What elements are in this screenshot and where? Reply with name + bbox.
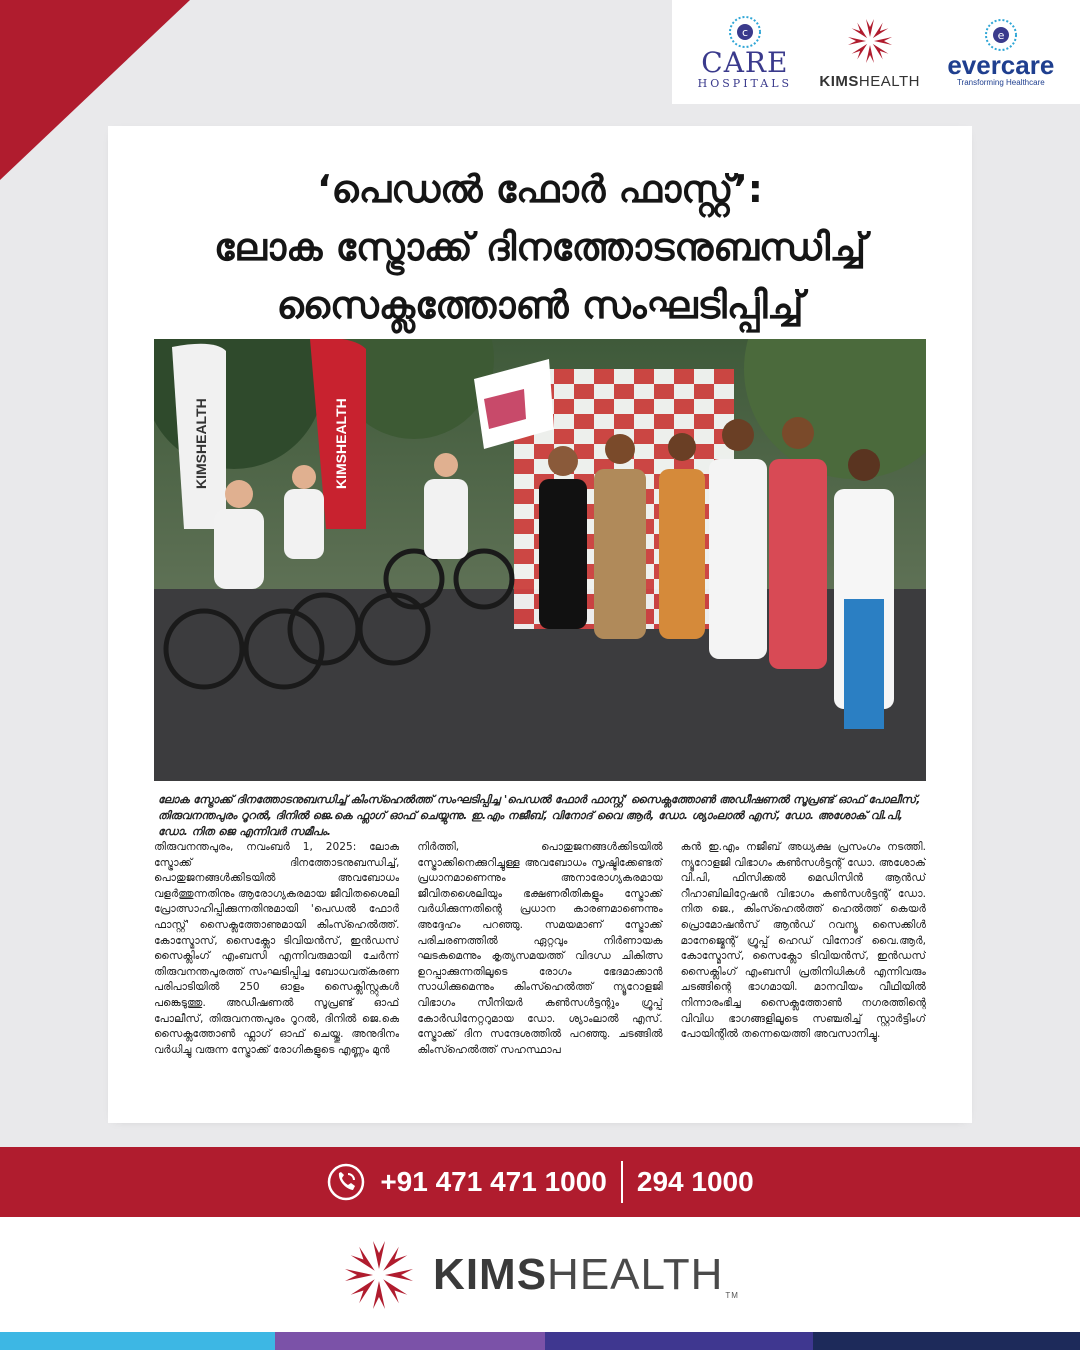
stripe-segment-4 xyxy=(813,1332,1080,1350)
article-column-2: നിർത്തി, പൊതുജനങ്ങൾക്കിടയിൽ സ്ട്രോക്കിനെക്കുറിച്ചുള്ള അവബോധം സൃഷ്ടിക്കേണ്ടത് പ്രധാനമാണെന്നും അനാരോഗ്യകരമായ ജീവിതശൈലിയും ഭക്ഷണരീതികളും സ്ട്രോക്ക് വർധിക്കുന്നതിന്റെ പ്രധാന കാരണമാണെന്നും അദ്ദേഹം പറഞ്ഞു. സമയമാണ് സ്ട്രോക്ക് പരിചരണത്തിൽ ഏറ്റവും നിർണായക ഘടകമെന്നും കൃത്യസമയത്ത് വിദഗ്ധ ചികിത്സ ഉറപ്പാക്കുന്നതിലൂടെ രോഗം ഭേദമാക്കാൻ സാധിക്കുമെന്നും കിംസ്ഹെൽത്ത് ന്യൂറോളജി വിഭാഗം സീനിയർ കൺസൾട്ടന്റും ഗ്രൂപ്പ് കോർഡിനേറ്ററുമായ ഡോ. ശ്യാംലാൽ എസ്. സ്ട്രോക്ക് ദിന സന്ദേശത്തിൽ പറഞ്ഞു. ചടങ്ങിൽ കിംസ്ഹെൽത്ത് സഹസ്ഥാപ xyxy=(417,841,663,1056)
kims-bold-text: KIMS xyxy=(819,72,859,90)
phone-number-secondary[interactable]: 294 1000 xyxy=(636,1166,754,1197)
evercare-logo: e evercare Transforming Healthcare xyxy=(947,18,1054,87)
stripe-segment-1 xyxy=(0,1332,275,1350)
kims-flower-icon xyxy=(844,15,896,67)
headline-line-2: ലോക സ്ട്രോക്ക് ദിനത്തോടനുബന്ധിച്ച് xyxy=(214,225,866,269)
footer-brand xyxy=(0,1217,1080,1332)
phone-separator xyxy=(621,1161,623,1203)
svg-text:e: e xyxy=(997,28,1005,42)
cyclathon-photo-illustration xyxy=(154,339,926,781)
evercare-emblem-icon xyxy=(984,18,1018,52)
stripe-segment-3 xyxy=(545,1332,813,1350)
headline-line-1: ‘പെഡൽ ഫോർ ഫാസ്റ്റ്’: xyxy=(317,167,763,211)
article-column-1: തിരുവനന്തപുരം, നവംബർ 1, 2025: ലോക സ്ട്രോക്ക് ദിനത്തോടനുബന്ധിച്ച്, പൊതുജനങ്ങൾക്കിടയിൽ അവബോധം വളർത്തുന്നതിനും ആരോഗ്യകരമായ ജീവിതശൈലി പ്രോത്സാഹിപ്പിക്കുന്നതിനുമായി 'പെഡൽ ഫോർ ഫാസ്റ്റ്' സൈക്ലത്തോണുമായി കിംസ്ഹെൽത്ത്. കോസ്മോസ്, സൈക്ലോ ടിവിയൻസ്, ഇൻഡസ് സൈക്ലിംഗ് എംബസി എന്നിവരുമായി ചേർന്ന് തിരുവനന്തപുരത്ത് സംഘടിപ്പിച്ച ബോധവത്കരണ പരിപാടിയിൽ 250 ഓളം സൈക്ലിസ്റ്റുകൾ പങ്കെടുത്തു. അഡീഷണൽ സൂപ്രണ്ട് ഓഫ് പോലീസ്, തിരുവനന്തപുരം റൂറൽ, ദിനിൽ ജെ.കെ സൈക്ലത്തോൺ ഫ്ലാഗ് ഓഫ് ചെയ്തു. അനുദിനം വർധിച്ചു വരുന്ന സ്ട്രോക്ക് രോഗികളുടെ എണ്ണം മുൻ xyxy=(154,841,400,1056)
phone-icon xyxy=(326,1162,366,1202)
newspaper-clipping xyxy=(114,132,966,1117)
svg-text:KIMSHEALTH: KIMSHEALTH xyxy=(333,398,349,489)
partner-logos xyxy=(672,0,1080,104)
health-text: HEALTH xyxy=(858,72,920,90)
svg-text:KIMSHEALTH: KIMSHEALTH xyxy=(193,398,209,489)
photo-caption: ലോക സ്ട്രോക്ക് ദിനത്തോടനുബന്ധിച്ച് കിംസ്ഹെൽത്ത് സംഘടിപ്പിച്ച 'പെഡൽ ഫോർ ഫാസ്റ്റ്' സൈക്ലത്തോൺ അഡീഷണൽ സൂപ്രണ്ട് ഓഫ് പോലീസ്, തിരുവനന്തപുരം റൂറൽ, ദിനിൽ ജെ.കെ ഫ്ലാഗ് ഓഫ് ചെയ്യുന്നു. ഇ.എം നജീബ്, വിനോദ് വൈ ആർ, ഡോ. ശ്യാംലാൽ എസ്, ഡോ. അശോക് വി.പി, ഡോ. നിത ജെ എന്നിവർ സമീപം. xyxy=(158,793,921,838)
article-column-3: കൻ ഇ.എം നജീബ് അധ്യക്ഷ പ്രസംഗം നടത്തി. ന്യൂറോളജി വിഭാഗം കൺസൾട്ടന്റ് ഡോ. അശോക് വി.പി, ഫിസിക്കൽ മെഡിസിൻ ആൻഡ് റീഹാബിലിറ്റേഷൻ വിഭാഗം കൺസൾട്ടന്റ് ഡോ. നിത ജെ., കിംസ്ഹെൽത്ത് ഹെൽത്ത് കെയർ പ്രൊമോഷൻസ് ആൻഡ് റവന്യൂ സൈക്കിൾ മാനേജ്മെന്റ് ഗ്രൂപ്പ് ഹെഡ് വിനോദ് വൈ.ആർ, കോസ്മോസ്, സൈക്ലോ ടിവിയൻസ്, ഇൻഡസ് സൈക്ലിംഗ് എംബസി പ്രതിനിധികൾ എന്നിവരും ചടങ്ങിന്റെ ഭാഗമായി. മാനവീയം വീഥിയിൽ നിന്നാരംഭിച്ച സൈക്ലത്തോൺ നഗരത്തിന്റെ വിവിധ ഭാഗങ്ങളിലൂടെ സഞ്ചരിച്ച് സ്റ്റാർട്ടിംഗ് പോയിന്റിൽ തന്നെയെത്തി അവസാനിച്ചു. xyxy=(680,841,926,1041)
event-photo xyxy=(154,339,926,781)
kimshealth-logo-small xyxy=(819,15,920,90)
stripe-segment-2 xyxy=(275,1332,545,1350)
headline-line-3: സൈക്ലത്തോൺ സംഘടിപ്പിച്ച് xyxy=(276,283,804,327)
kimshealth-wordmark: KIMSHEALTH TM xyxy=(433,1249,739,1300)
article-body xyxy=(154,840,926,1090)
kims-flower-icon-large xyxy=(341,1237,417,1313)
svg-text:c: c xyxy=(741,25,748,39)
phone-number-primary[interactable]: +91 471 471 1000 xyxy=(380,1166,607,1197)
care-hospitals-logo: c CARE HOSPITALS xyxy=(698,15,792,90)
care-emblem-icon xyxy=(728,15,762,49)
contact-bar xyxy=(0,1147,1080,1217)
